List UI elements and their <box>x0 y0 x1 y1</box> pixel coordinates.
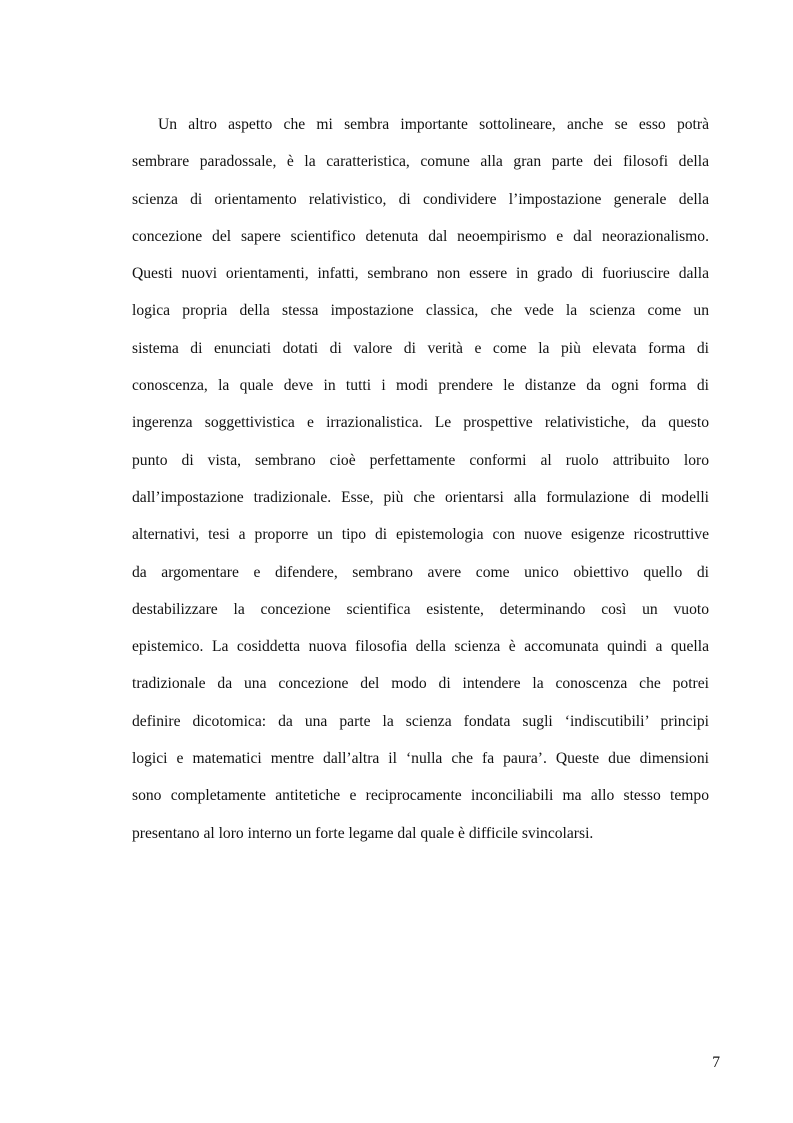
paragraph-line: definire dicotomica: da una parte la scienza fondata sugli ‘indiscutibili’ principi <box>132 712 709 730</box>
paragraph-line: destabilizzare la concezione scientifica esistente, determinando così un vuoto <box>132 600 709 618</box>
paragraph-line: presentano al loro interno un forte legame dal quale è difficile svincolarsi. <box>132 824 594 842</box>
body-paragraph <box>132 106 709 852</box>
paragraph-line: concezione del sapere scientifico detenuta dal neoempirismo e dal neorazionalismo. <box>132 227 709 245</box>
paragraph-line: scienza di orientamento relativistico, di condividere l’impostazione generale della <box>132 190 709 208</box>
paragraph-line: punto di vista, sembrano cioè perfettamente conformi al ruolo attribuito loro <box>132 451 709 469</box>
paragraph-line: da argomentare e difendere, sembrano avere come unico obiettivo quello di <box>132 563 709 581</box>
paragraph-line: alternativi, tesi a proporre un tipo di epistemologia con nuove esigenze ricostruttive <box>132 526 709 544</box>
paragraph-line: Un altro aspetto che mi sembra importante sottolineare, anche se esso potrà <box>158 116 709 133</box>
paragraph-line: tradizionale da una concezione del modo di intendere la conoscenza che potrei <box>132 675 709 693</box>
paragraph-line: logica propria della stessa impostazione classica, che vede la scienza come un <box>132 302 709 320</box>
paragraph-line: sistema di enunciati dotati di valore di verità e come la più elevata forma di <box>132 339 709 357</box>
paragraph-line: Questi nuovi orientamenti, infatti, sembrano non essere in grado di fuoriuscire dalla <box>132 265 709 283</box>
paragraph-line: sono completamente antitetiche e reciprocamente inconciliabili ma allo stesso tempo <box>132 787 709 805</box>
paragraph-line: ingerenza soggettivistica e irrazionalistica. Le prospettive relativistiche, da questo <box>132 414 709 432</box>
paragraph-line: epistemico. La cosiddetta nuova filosofia della scienza è accomunata quindi a quella <box>132 638 709 656</box>
paragraph-line: conoscenza, la quale deve in tutti i modi prendere le distanze da ogni forma di <box>132 377 709 395</box>
paragraph-line: logici e matematici mentre dall’altra il ‘nulla che fa paura’. Queste due dimensioni <box>132 750 709 768</box>
paragraph-line: dall’impostazione tradizionale. Esse, più che orientarsi alla formulazione di modelli <box>132 488 709 506</box>
page-number: 7 <box>712 1054 720 1071</box>
paragraph-line: sembrare paradossale, è la caratteristica, comune alla gran parte dei filosofi della <box>132 153 709 171</box>
